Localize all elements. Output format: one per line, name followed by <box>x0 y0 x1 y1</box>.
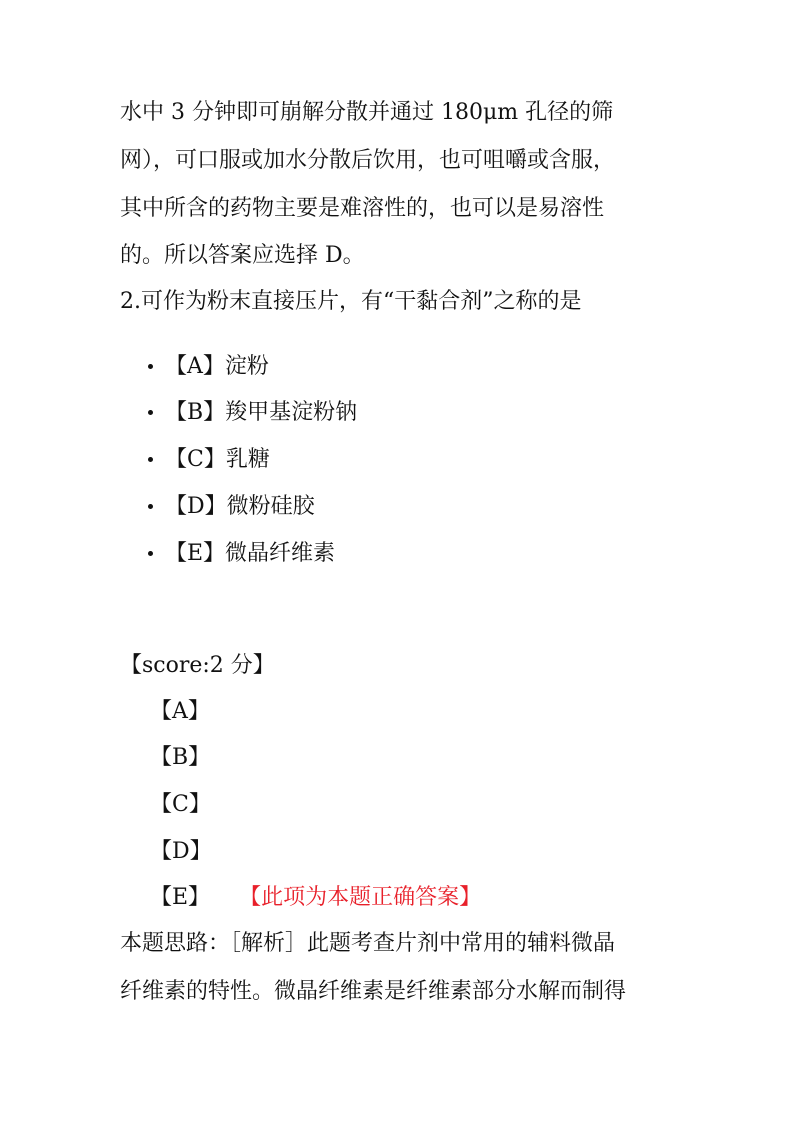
option-d-label: 【D】微粉硅胶 <box>165 494 315 519</box>
option-e-label: 【E】微晶纤维素 <box>165 541 336 566</box>
score-label: 【score:2 分】 <box>120 653 275 678</box>
option-d <box>148 492 315 522</box>
answer-e-label: 【E】 <box>150 885 211 910</box>
answer-a: 【A】 <box>150 699 210 724</box>
option-a-label: 【A】淀粉 <box>165 354 269 379</box>
answer-e <box>150 883 481 913</box>
option-a <box>148 352 269 382</box>
prev-explanation-line-4: 的。所以答案应选择 D。 <box>120 243 365 268</box>
answer-b: 【B】 <box>150 745 211 770</box>
prev-explanation-line-2: 网），可口服或加水分散后饮用，也可咀嚼或含服， <box>120 148 616 173</box>
bullet-icon <box>148 457 153 462</box>
bullet-icon <box>148 364 153 369</box>
answer-d: 【D】 <box>150 839 212 864</box>
explanation-line-2: 纤维素的特性。微晶纤维素是纤维素部分水解而制得 <box>120 979 627 1004</box>
explanation-line-1: 本题思路：［解析］此题考查片剂中常用的辅料微晶 <box>120 931 616 956</box>
option-b-label: 【B】羧甲基淀粉钠 <box>165 400 358 425</box>
option-e <box>148 539 335 569</box>
option-c-label: 【C】乳糖 <box>165 447 270 472</box>
bullet-icon <box>148 551 153 556</box>
option-b <box>148 398 357 428</box>
bullet-icon <box>148 410 153 415</box>
correct-answer-note: 【此项为本题正确答案】 <box>250 885 482 910</box>
bullet-icon <box>148 504 153 509</box>
question-text: 2.可作为粉末直接压片，有“干黏合剂”之称的是 <box>120 289 582 314</box>
prev-explanation-line-1: 水中 3 分钟即可崩解分散并通过 180μm 孔径的筛 <box>120 100 614 125</box>
answer-c: 【C】 <box>150 792 211 817</box>
option-c <box>148 445 270 475</box>
prev-explanation-line-3: 其中所含的药物主要是难溶性的，也可以是易溶性 <box>120 196 605 221</box>
